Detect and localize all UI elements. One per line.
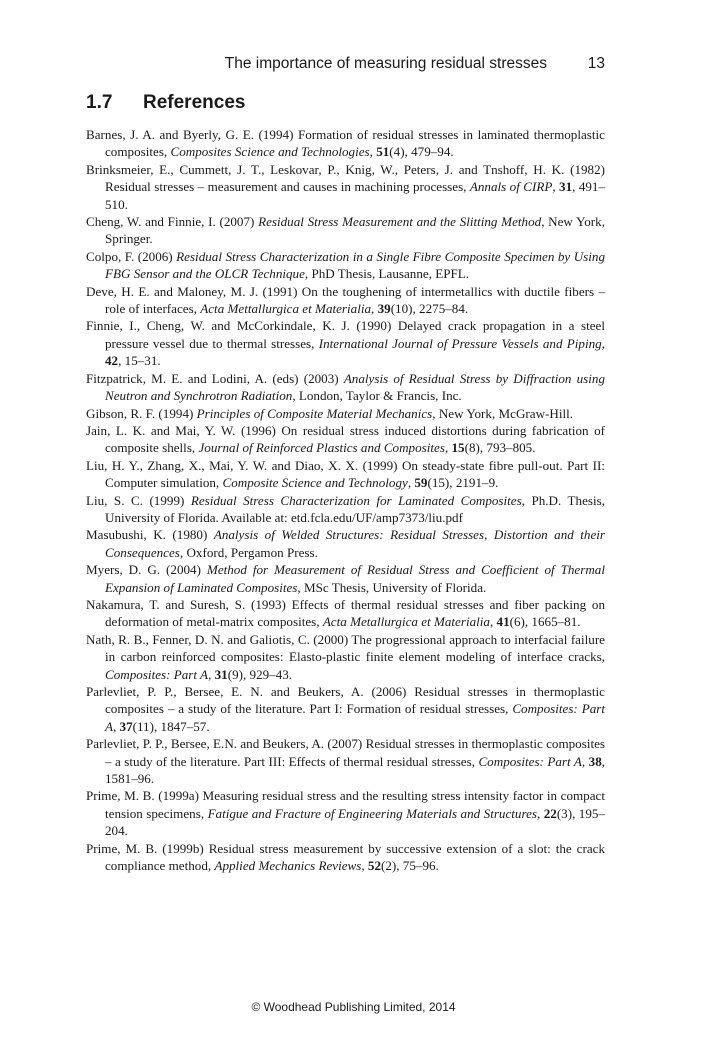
reference-entry [86, 596, 605, 631]
reference-entry [86, 457, 605, 492]
reference-list [86, 126, 605, 874]
reference-entry [86, 840, 605, 875]
reference-text: Prime, M. B. (1999b) Residual stress measurement by successive extension of a slot: the crack compliance method, [86, 840, 605, 874]
reference-entry [86, 492, 605, 527]
reference-source-title: Composites: Part A [105, 701, 605, 734]
reference-source-title: Fatigue and Fracture of Engineering Materials and Structures [207, 805, 537, 821]
reference-volume: 22 [543, 805, 557, 821]
reference-source-title: Method for Measurement of Residual Stress and Coefficient of Thermal Expansion of Laminated Composites [105, 562, 605, 595]
reference-entry [86, 526, 605, 561]
reference-text: , Ph.D. Thesis, University of Florida. Available at: etd.fcla.edu/UF/amp7373/liu.pdf [105, 492, 605, 525]
reference-text: Barnes, J. A. and Byerly, G. E. (1994) Formation of residual stresses in laminated thermoplastic composites, [86, 127, 605, 160]
reference-volume: 51 [376, 144, 390, 160]
section-heading [86, 92, 245, 114]
reference-text: Jain, L. K. and Mai, Y. W. (1996) On residual stress induced distortions during fabrication of composite shells, [86, 422, 605, 456]
reference-source-title: Acta Metallurgica et Materialia [322, 614, 490, 630]
reference-volume: 59 [414, 475, 428, 491]
reference-source-title: Composites: Part A [105, 666, 209, 682]
reference-text: , [407, 475, 415, 491]
reference-volume: 31 [214, 666, 228, 682]
reference-source-title: Composite Science and Technology [222, 475, 408, 491]
reference-source-title: Analysis of Residual Stress by Diffraction using Neutron and Synchrotron Radiation [105, 370, 605, 404]
reference-source-title: Annals of CIRP [469, 179, 553, 195]
reference-volume: 41 [496, 614, 510, 630]
reference-volume: 38 [588, 753, 602, 769]
reference-source-title: Principles of Composite Material Mechanics [196, 405, 433, 421]
reference-entry [86, 683, 605, 735]
reference-volume: 42 [105, 353, 119, 369]
reference-text: (4), 479–94. [389, 144, 454, 160]
reference-text: , Oxford, Pergamon Press. [179, 544, 318, 560]
reference-entry [86, 735, 605, 787]
reference-volume: 31 [559, 179, 573, 195]
reference-text: , London, Taylor & Francis, Inc. [292, 388, 462, 404]
reference-text: , [581, 753, 589, 769]
section-title: References [143, 92, 246, 113]
reference-volume: 52 [367, 858, 381, 874]
reference-source-title: Acta Mettallurgica et Materialia [200, 301, 372, 317]
reference-text: Nath, R. B., Fenner, D. N. and Galiotis, C. (2000) The progressional approach to interfacial failure in carbon reinforced composites: Elasto-plastic finite element modeling of interface cracks, [86, 631, 605, 665]
reference-source-title: Analysis of Welded Structures: Residual Stresses, Distortion and their Consequences [105, 527, 605, 560]
reference-text: , [361, 858, 368, 874]
reference-text: Finnie, I., Cheng, W. and McCorkindale, K. J. (1990) Delayed crack propagation in a steel pressure vessel due to thermal stresses, [86, 318, 605, 351]
page-number: 13 [587, 55, 605, 72]
reference-source-title: Journal of Reinforced Plastics and Composites [198, 440, 445, 456]
reference-text: Brinksmeier, E., Cummett, J. T., Leskovar, P., Knig, W., Peters, J. and Tnshoff, H. K. (1982) Residual stresses – measurement and causes in machining processes, [86, 161, 605, 195]
reference-source-title: Residual Stress Measurement and the Slitting Method [258, 214, 542, 230]
running-header [86, 55, 605, 77]
reference-entry [86, 405, 605, 422]
reference-source-title: Composites: Part A [478, 753, 582, 769]
reference-text: (11), 1847–57. [132, 718, 210, 734]
reference-volume: 15 [451, 440, 465, 456]
reference-text: , MSc Thesis, University of Florida. [297, 579, 487, 595]
reference-entry [86, 631, 605, 683]
reference-text: Fitzpatrick, M. E. and Lodini, A. (eds) (2003) [86, 370, 344, 386]
reference-text: , 1581–96. [105, 753, 606, 787]
reference-text: , [208, 666, 215, 682]
section-number: 1.7 [86, 92, 113, 113]
reference-text: , PhD Thesis, Lausanne, EPFL. [304, 266, 470, 282]
reference-text: Prime, M. B. (1999a) Measuring residual stress and the resulting stress intensity factor in compact tension specimens, [86, 788, 605, 821]
reference-text: (3), 195–204. [105, 805, 605, 839]
reference-entry [86, 370, 605, 405]
reference-text: (10), 2275–84. [390, 301, 469, 317]
reference-text: , 15–31. [118, 353, 161, 369]
reference-entry [86, 161, 605, 213]
reference-volume: 39 [377, 301, 391, 317]
reference-entry [86, 248, 605, 283]
reference-text: , [536, 805, 544, 821]
reference-text: Myers, D. G. (2004) [86, 562, 207, 578]
reference-text: (8), 793–805. [464, 440, 536, 456]
reference-text: Gibson, R. F. (1994) [86, 405, 197, 421]
reference-entry [86, 213, 605, 248]
reference-text: (9), 929–43. [227, 666, 293, 682]
reference-text: , [371, 301, 378, 317]
running-title: The importance of measuring residual stresses [224, 55, 547, 72]
reference-text: Liu, S. C. (1999) [86, 492, 191, 508]
copyright-notice: © Woodhead Publishing Limited, 2014 [251, 1000, 456, 1014]
reference-text: Nakamura, T. and Suresh, S. (1993) Effects of thermal residual stresses and fiber packing on deformation of metal-matrix composites, [86, 596, 605, 630]
reference-entry [86, 787, 605, 839]
reference-entry [86, 561, 605, 596]
reference-text: (15), 2191–9. [427, 475, 499, 491]
reference-text: Masubushi, K. (1980) [86, 527, 214, 543]
reference-text: Parlevliet, P. P., Bersee, E. N. and Beukers, A. (2006) Residual stresses in thermoplastic composites – a study of the literature. Part I: Formation of residual stresses, [86, 684, 605, 717]
reference-text: (2), 75–96. [380, 858, 439, 874]
reference-source-title: Residual Stress Characterization for Laminated Composites [190, 492, 522, 508]
reference-text: Colpo, F. (2006) [86, 248, 177, 264]
reference-text: (6), 1665–81. [509, 614, 581, 630]
reference-text: , [601, 335, 605, 351]
reference-text: Cheng, W. and Finnie, I. (2007) [86, 214, 259, 230]
reference-entry [86, 317, 605, 369]
reference-text: Parlevliet, P. P., Bersee, E.N. and Beukers, A. (2007) Residual stresses in thermoplastic composites – a study of the literature. Part III: Effects of thermal residual stresses, [86, 736, 605, 769]
reference-text: , [552, 179, 560, 195]
reference-text: , New York, Springer. [105, 214, 605, 247]
reference-text: , [444, 440, 452, 456]
reference-text: , [489, 614, 497, 630]
reference-entry [86, 283, 605, 318]
reference-text: Deve, H. E. and Maloney, M. J. (1991) On the toughening of intermetallics with ductile fibers – role of interfaces, [86, 283, 605, 317]
reference-entry [86, 126, 605, 161]
page-footer [0, 1000, 707, 1014]
reference-text: , New York, McGraw-Hill. [432, 405, 574, 421]
reference-text: Liu, H. Y., Zhang, X., Mai, Y. W. and Diao, X. X. (1999) On steady-state fibre pull-out. Part II: Computer simulation, [86, 457, 605, 491]
reference-text: , [113, 718, 120, 734]
reference-text: , 491–510. [105, 179, 606, 212]
reference-text: , [369, 144, 377, 160]
reference-source-title: Residual Stress Characterization in a Single Fibre Composite Specimen by Using FBG Sensor and the OLCR Technique [105, 248, 605, 282]
reference-source-title: International Journal of Pressure Vessels and Piping [318, 335, 602, 351]
reference-volume: 37 [119, 718, 133, 734]
reference-source-title: Applied Mechanics Reviews [214, 858, 362, 874]
reference-source-title: Composites Science and Technologies [170, 144, 370, 160]
reference-entry [86, 422, 605, 457]
